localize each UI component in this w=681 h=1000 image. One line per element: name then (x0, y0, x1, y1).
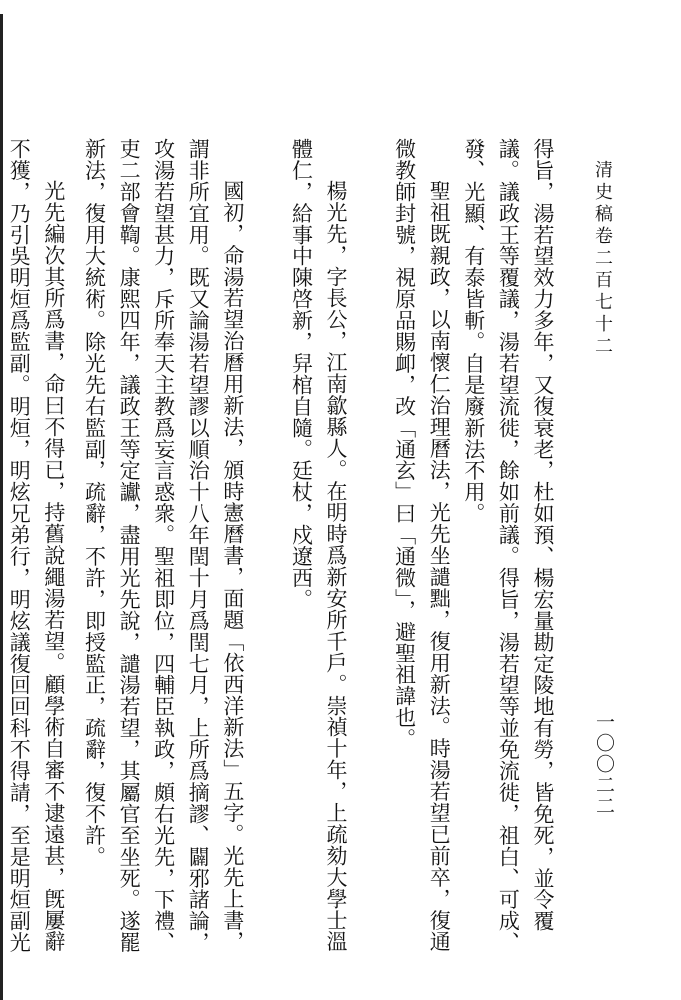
paragraph-2: 聖祖既親政，以南懷仁治理曆法，光先坐譴黜，復用新法。時湯若望已前卒，復通微教師封號，視原品賜卹，改「通玄」曰「通微」，避聖祖諱也。 (392, 138, 452, 953)
running-header: 清史稿卷二百七十二 (592, 160, 613, 358)
paragraph-1: 得旨，湯若望效力多年，又復衰老，杜如預、楊宏量勘定陵地有勞，皆免死，並令覆議。議政王等覆議，湯若望流徙，餘如前議。得旨，湯若望等並免流徙，祖白、可成、發、光顯、有泰皆斬。自是廢新法不用。 (461, 138, 555, 954)
paragraph-3: 楊光先，字長公，江南歙縣人。在明時爲新安所千戶。崇禎十年，上疏劾大學士溫體仁，給事中陳啓新，舁棺自隨。廷杖，戍遼西。 (289, 138, 349, 953)
page-number: 一〇〇二二 (593, 712, 615, 817)
paragraph-4: 國初，命湯若望治曆用新法，頒時憲曆書，面題「依西洋新法」五字。光先上書，謂非所宜用。既又論湯若望謬以順治十八年閏十月爲閏七月，上所爲摘謬、闢邪諸論，攻湯若望甚力，斥所奉天主教爲妄言惑衆。聖祖即位，四輔臣執政，頗右光先，下禮、吏二部會鞫。康熙四年，議政王等定讞，盡用光先說，譴湯若望，其屬官至坐死。遂罷新法，復用大統術。除光先右監副，疏辭，不許，即授監正，疏辭，復不許。 (82, 138, 245, 954)
paragraph-5: 光先編次其所爲書，命曰不得已，持舊說繩湯若望。顧學術自審不逮遠甚，旣屢辭不獲，乃引吳明烜爲監副。明烜，明炫兄弟行，明炫議復回回科不得請，至是明烜副光 (7, 138, 66, 954)
main-text (7, 138, 560, 958)
